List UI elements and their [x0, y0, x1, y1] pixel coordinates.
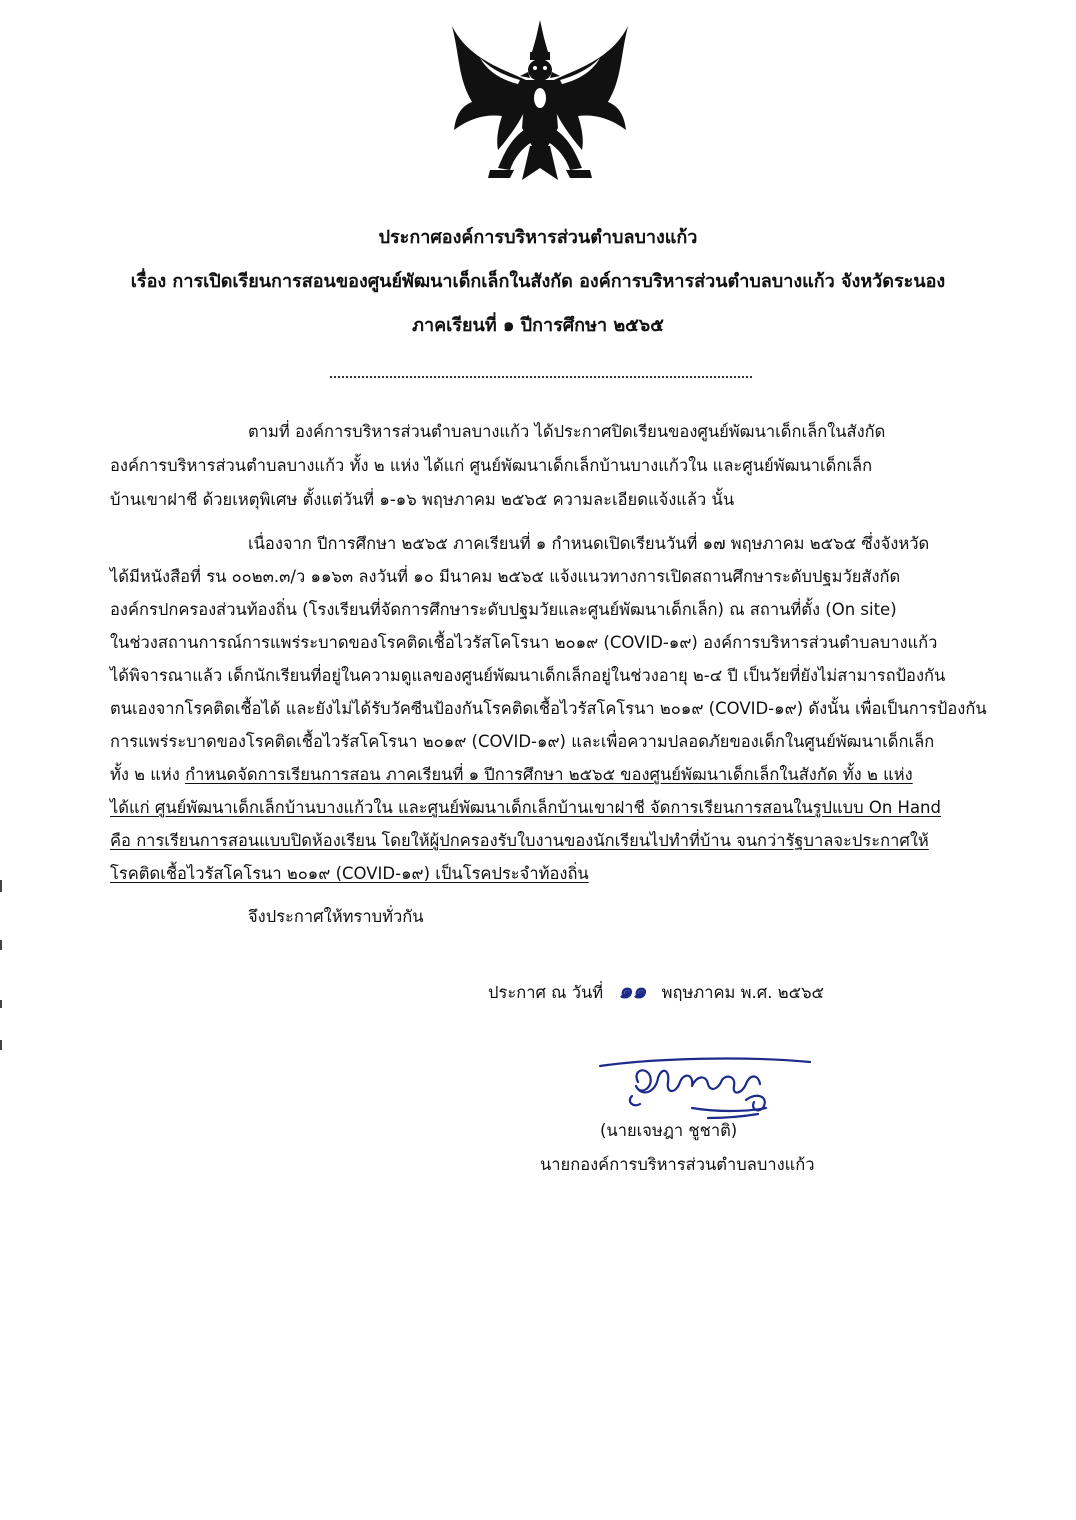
date-suffix: พฤษภาคม พ.ศ. ๒๕๖๕ [661, 983, 825, 1002]
paragraph1-line: องค์การบริหารส่วนตำบลบางแก้ว ทั้ง ๒ แห่ง ได้แก่ ศูนย์พัฒนาเด็กเล็กบ้านบางแก้วใน และศูนย์พัฒนาเด็กเล็ก [110, 456, 873, 475]
announcement-term: ภาคเรียนที่ ๑ ปีการศึกษา ๒๕๖๕ [412, 315, 664, 336]
date-day-handwritten: ๑๑ [618, 978, 647, 1004]
paragraph2-line: การแพร่ระบาดของโรคติดเชื้อไวรัสโคโรนา ๒๐๑๙ (COVID-๑๙) และเพื่อความปลอดภัยของเด็กในศูนย์พัฒนาเด็กเล็ก [110, 732, 935, 751]
garuda-emblem [440, 18, 640, 193]
signatory-name: (นายเจษฎา ชูชาติ) [600, 1121, 738, 1140]
paragraph2-underlined-line: ได้แก่ ศูนย์พัฒนาเด็กเล็กบ้านบางแก้วใน และศูนย์พัฒนาเด็กเล็กบ้านเขาฝาชี จัดการเรียนการสอนในรูปแบบ On Hand [110, 798, 941, 817]
closing-statement: จึงประกาศให้ทราบทั่วกัน [248, 907, 424, 926]
paragraph1-line: ตามที่ องค์การบริหารส่วนตำบลบางแก้ว ได้ประกาศปิดเรียนของศูนย์พัฒนาเด็กเล็กในสังกัด [248, 422, 886, 441]
paragraph2-line: ในช่วงสถานการณ์การแพร่ระบาดของโรคติดเชื้อไวรัสโคโรนา ๒๐๑๙ (COVID-๑๙) องค์การบริหารส่วนตำบลบางแก้ว [110, 633, 938, 652]
date-prefix: ประกาศ ณ วันที่ [488, 983, 604, 1002]
scan-artifact-mark [0, 940, 2, 950]
paragraph2-line-mixed [110, 764, 913, 786]
scan-artifact-mark [0, 1040, 2, 1050]
paragraph2-line: องค์กรปกครองส่วนท้องถิ่น (โรงเรียนที่จัดการศึกษาระดับปฐมวัยและศูนย์พัฒนาเด็กเล็ก) ณ สถานที่ตั้ง (On site) [110, 600, 897, 619]
signatory-position: นายกองค์การบริหารส่วนตำบลบางแก้ว [540, 1155, 815, 1174]
paragraph2-line: เนื่องจาก ปีการศึกษา ๒๕๖๕ ภาคเรียนที่ ๑ กำหนดเปิดเรียนวันที่ ๑๗ พฤษภาคม ๒๕๖๕ ซึ่งจังหวัด [248, 534, 930, 553]
paragraph1-line: บ้านเขาฝาชี ด้วยเหตุพิเศษ ตั้งแต่วันที่ ๑-๑๖ พฤษภาคม ๒๕๖๕ ความละเอียดแจ้งแล้ว นั้น [110, 490, 735, 509]
paragraph2-underlined-text: กำหนดจัดการเรียนการสอน ภาคเรียนที่ ๑ ปีการศึกษา ๒๕๖๕ ของศูนย์พัฒนาเด็กเล็กในสังกัด ทั้ง ๒ แห่ง [185, 765, 913, 784]
paragraph2-underlined-line: คือ การเรียนการสอนแบบปิดห้องเรียน โดยให้ผู้ปกครองรับใบงานของนักเรียนไปทำที่บ้าน จนกว่ารัฐบาลจะประกาศให้ [110, 831, 929, 850]
scan-artifact-mark [0, 1000, 2, 1008]
date-line [488, 980, 824, 1004]
paragraph2-underlined-line: โรคติดเชื้อไวรัสโคโรนา ๒๐๑๙ (COVID-๑๙) เป็นโรคประจำท้องถิ่น [110, 864, 589, 883]
announcement-subject: เรื่อง การเปิดเรียนการสอนของศูนย์พัฒนาเด็กเล็กในสังกัด องค์การบริหารส่วนตำบลบางแก้ว จังหวัดระนอง [130, 271, 946, 292]
paragraph2-line: ตนเองจากโรคติดเชื้อได้ และยังไม่ได้รับวัคซีนป้องกันโรคติดเชื้อไวรัสโคโรนา ๒๐๑๙ (COVID-๑๙) ดังนั้น เพื่อเป็นการป้องกัน [110, 699, 987, 718]
dotted-divider [330, 376, 752, 378]
announcement-title: ประกาศองค์การบริหารส่วนตำบลบางแก้ว [378, 227, 698, 248]
paragraph2-plain-text: ทั้ง ๒ แห่ง [110, 765, 186, 784]
paragraph2-line: ได้มีหนังสือที่ รน ๐๐๒๓.๓/ว ๑๑๖๓ ลงวันที่ ๑๐ มีนาคม ๒๕๖๕ แจ้งแนวทางการเปิดสถานศึกษาระดับปฐมวัยสังกัด [110, 567, 901, 586]
paragraph2-line: ได้พิจารณาแล้ว เด็กนักเรียนที่อยู่ในความดูแลของศูนย์พัฒนาเด็กเล็กอยู่ในช่วงอายุ ๒-๔ ปี เป็นวัยที่ยังไม่สามารถป้องกัน [110, 666, 946, 685]
scan-artifact-mark [0, 880, 2, 892]
